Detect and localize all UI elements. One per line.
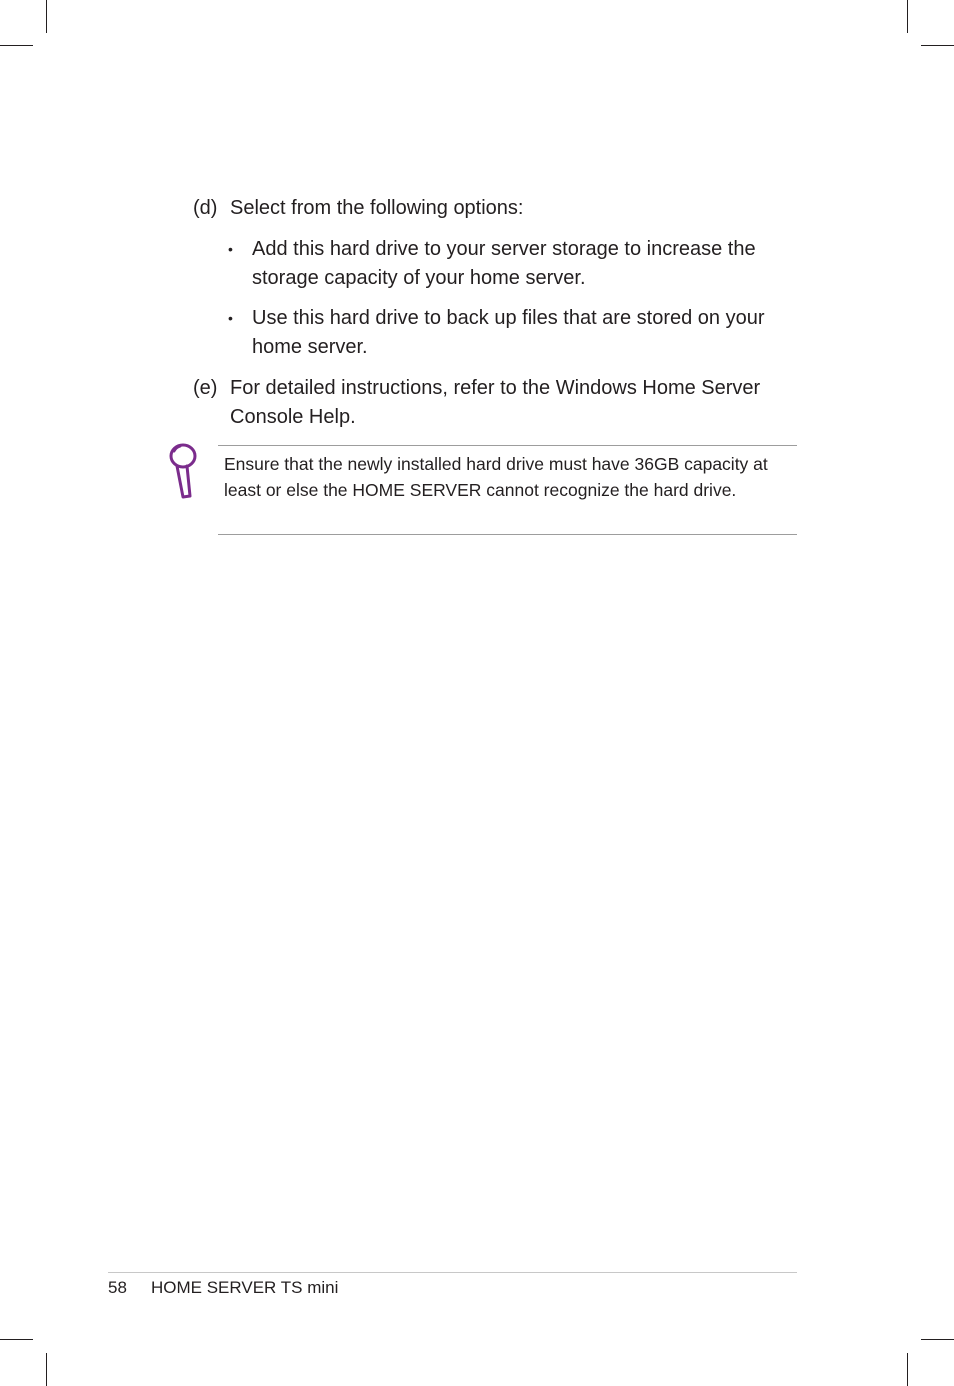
- footer-divider: [108, 1272, 797, 1273]
- crop-mark-bottom-left-horizontal: [0, 1339, 33, 1340]
- step-text: For detailed instructions, refer to the Windows Home Server Console Help.: [230, 377, 761, 428]
- crop-mark-bottom-left-vertical: [46, 1353, 47, 1386]
- crop-mark-top-right-horizontal: [921, 45, 954, 46]
- bullet-icon: •: [228, 310, 233, 326]
- note-text: Ensure that the newly installed hard drive must have 36GB capacity at least or else the HOME SERVER cannot recognize the hard drive.: [224, 454, 768, 500]
- crop-mark-top-right-vertical: [907, 0, 908, 33]
- bullet-icon: •: [228, 241, 233, 257]
- crop-mark-top-left-vertical: [46, 0, 47, 33]
- option-text: Use this hard drive to back up files that are stored on your home server.: [252, 307, 765, 358]
- step-text: Select from the following options:: [230, 197, 524, 219]
- note-pen-icon: [168, 441, 200, 501]
- crop-mark-top-left-horizontal: [0, 45, 33, 46]
- step-marker: (d): [193, 197, 218, 219]
- step-marker: (e): [193, 377, 218, 399]
- crop-mark-bottom-right-horizontal: [921, 1339, 954, 1340]
- crop-mark-bottom-right-vertical: [907, 1353, 908, 1386]
- footer-title: HOME SERVER TS mini: [151, 1278, 339, 1297]
- note-box: [218, 445, 797, 535]
- option-text: Add this hard drive to your server storage to increase the storage capacity of your home server.: [252, 238, 756, 289]
- page-number: 58: [108, 1278, 127, 1297]
